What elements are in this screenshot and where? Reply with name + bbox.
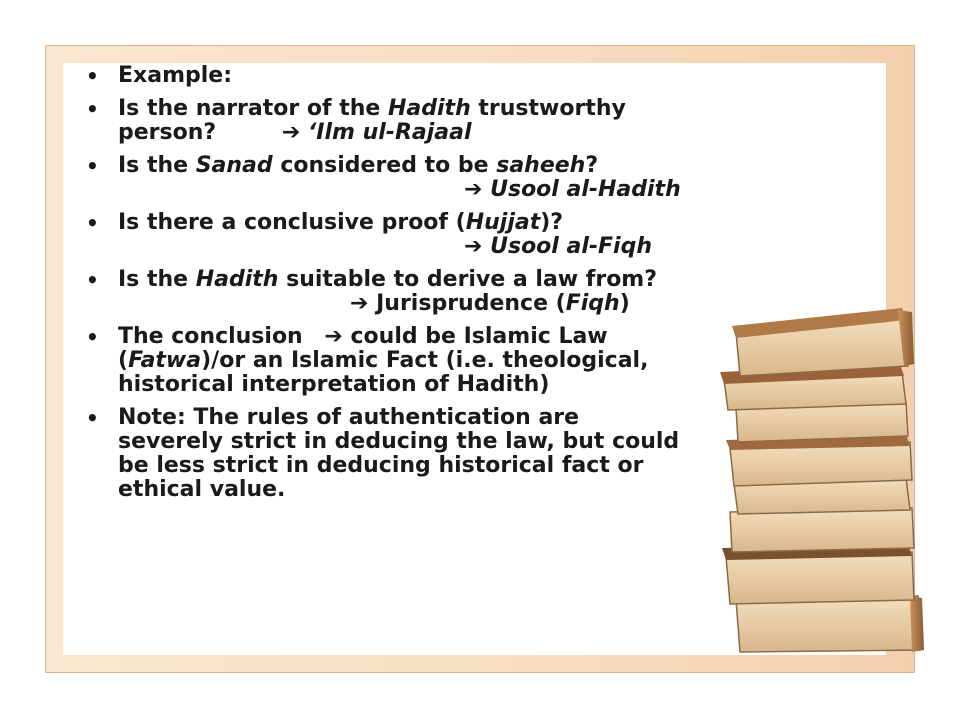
q1-text: Is the narrator of the bbox=[118, 96, 388, 121]
conclusion-text: The conclusion bbox=[118, 324, 303, 349]
q3-text-end: )? bbox=[540, 210, 564, 235]
example-label: Example: bbox=[118, 63, 232, 88]
q3-term: Hujjat bbox=[465, 210, 541, 235]
arrow-icon: ➔ bbox=[464, 177, 483, 202]
conclusion-term: Fatwa bbox=[128, 348, 202, 373]
q2-term-sanad: Sanad bbox=[195, 153, 273, 178]
q4-answer: Jurisprudence ( bbox=[376, 291, 566, 316]
bullet-hujjat bbox=[84, 211, 724, 259]
arrow-icon: ➔ bbox=[281, 120, 301, 145]
q1-text-end: trustworthy person? bbox=[118, 96, 626, 145]
bullet-law bbox=[84, 268, 724, 316]
q4-answer-term: Fiqh bbox=[565, 291, 620, 316]
conclusion-text-end: )/or an Islamic Fact (i.e. theological, historical interpretation of Hadith) bbox=[118, 348, 649, 397]
q3-answer: Usool al-Fiqh bbox=[490, 234, 652, 259]
arrow-icon: ➔ bbox=[324, 324, 343, 349]
bullet-list bbox=[84, 64, 724, 511]
q2-text-end: ? bbox=[585, 153, 599, 178]
q2-text-mid: considered to be bbox=[272, 153, 497, 178]
bullet-conclusion bbox=[84, 325, 724, 397]
q1-term: Hadith bbox=[388, 96, 471, 121]
bullet-example bbox=[84, 64, 724, 88]
conclusion-text-mid: could be Islamic Law ( bbox=[118, 324, 608, 373]
q4-term: Hadith bbox=[195, 267, 279, 292]
q4-answer-end: ) bbox=[619, 291, 630, 316]
bullet-note bbox=[84, 406, 688, 502]
q1-answer: ‘Ilm ul-Rajaal bbox=[307, 120, 472, 145]
q4-text-end: suitable to derive a law from? bbox=[278, 267, 657, 292]
bullet-sanad bbox=[84, 154, 724, 202]
note-text: Note: The rules of authentication are severely strict in deducing the law, but could be less strict in deducing historical fact or ethical value. bbox=[118, 405, 680, 502]
arrow-icon: ➔ bbox=[350, 291, 369, 316]
q2-text: Is the bbox=[118, 153, 196, 178]
q4-text: Is the bbox=[118, 267, 196, 292]
arrow-icon: ➔ bbox=[464, 234, 483, 259]
bullet-narrator bbox=[84, 97, 724, 145]
q3-text: Is there a conclusive proof ( bbox=[118, 210, 466, 235]
q2-term-saheeh: saheeh bbox=[496, 153, 586, 178]
q2-answer: Usool al-Hadith bbox=[490, 177, 681, 202]
